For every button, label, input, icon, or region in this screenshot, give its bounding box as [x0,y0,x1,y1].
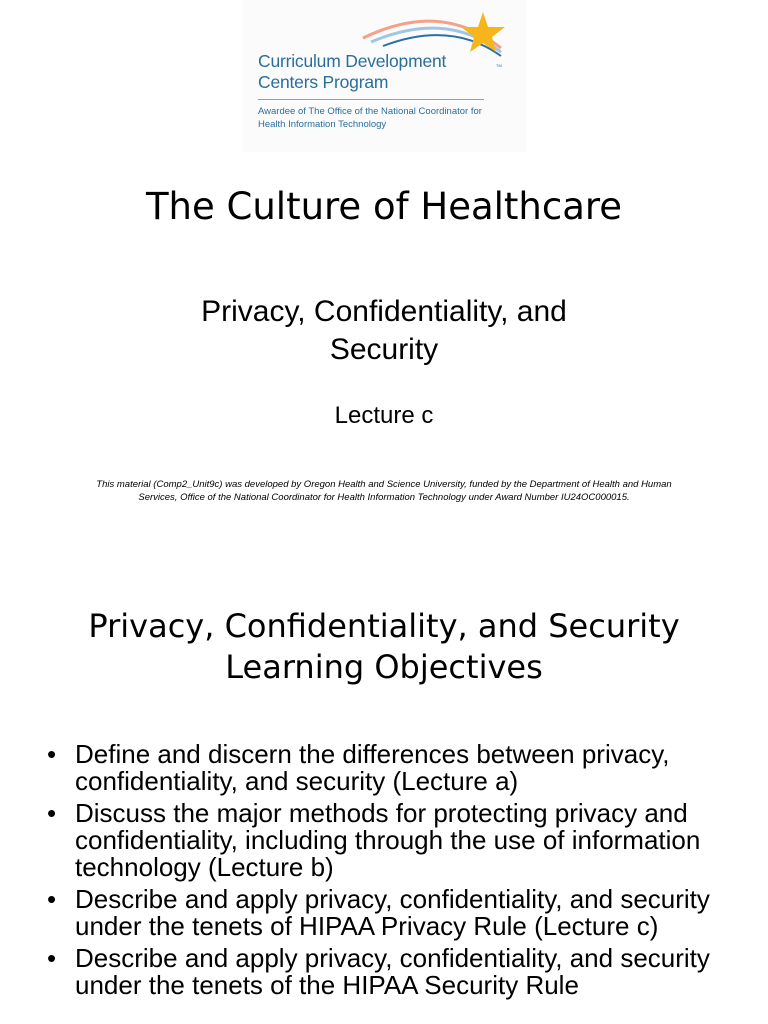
objective-item [47,741,747,795]
slide1-subtitle [0,293,768,369]
logo-subtitle-line1: Awardee of The Office of the National Coordinator for [258,106,482,117]
objective-text: Describe and apply privacy, confidentiality, and security under the tenets of the HIPAA Security Rule [75,943,710,1000]
logo-divider [258,99,484,100]
lecture-label: Lecture c [334,402,434,429]
slide1-subtitle-line2: Security [329,333,439,366]
slide2-title-line1: Privacy, Confidentiality, and Security [88,607,680,645]
logo-title-line1: Curriculum Development [258,51,447,71]
logo-subtitle-line2: Health Information Technology [258,119,387,130]
bullet-icon: • [47,798,57,828]
slide2-title [0,606,768,688]
objective-text: Discuss the major methods for protecting privacy and confidentiality, including through the use of information technology (Lecture b) [75,798,701,882]
logo-title-line2: Centers Program [258,72,389,92]
objective-text: Define and discern the differences between privacy, confidentiality, and security (Lecture a) [75,739,670,796]
objective-item [47,886,747,940]
logo-trademark: TM [496,63,502,68]
slide2-title-line2: Learning Objectives [225,648,543,686]
objectives-list [47,741,747,1004]
program-logo [243,0,526,152]
objective-item [47,800,747,881]
credit-notice: This material (Comp2_Unit9c) was developed by Oregon Health and Science University, funded by the Department of Health and Human Services, Office of the National Coordinator for Health Information Technology under Award Number IU24OC000015. [96,479,672,503]
bullet-icon: • [47,739,57,769]
slide1-subtitle-line1: Privacy, Confidentiality, and [201,295,567,328]
bullet-icon: • [47,943,57,973]
objective-item [47,945,747,999]
slide1-title: The Culture of Healthcare [145,185,623,228]
bullet-icon: • [47,884,57,914]
objective-text: Describe and apply privacy, confidentiality, and security under the tenets of HIPAA Privacy Rule (Lecture c) [75,884,710,941]
